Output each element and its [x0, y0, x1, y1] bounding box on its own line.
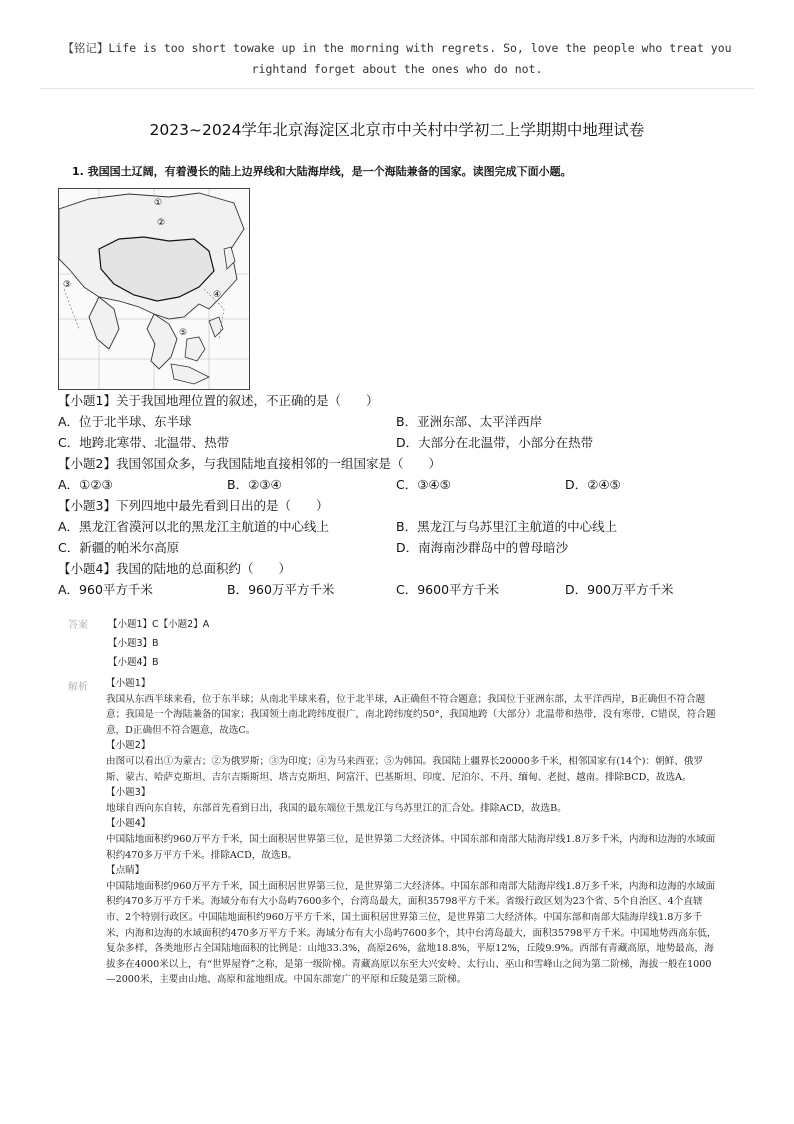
motto-header — [40, 38, 754, 80]
subquestion-4-option-a: A．960平方千米 — [58, 582, 153, 597]
answer-line-2: 【小题3】B — [108, 638, 159, 649]
map-drawing — [59, 189, 249, 389]
map-label-5: ⑤ — [179, 328, 188, 338]
explanation-text-tip: 中国陆地面积约960万平方千米，国土面积居世界第三位，是世界第二大经济体。中国东部和南部大陆海岸线1.8万多千米，内海和边海的水域面积约470多万平方千米。海域分布有大小岛屿7600多个，台湾岛最大，面积35798平方千米。省级行政区划为23个省、5个自治区、4个直辖市、2个特别行政区。中国陆地面积约960万平方千米，国土面积居世界第三位，是世界第二大经济体。中国东部和南部大陆海岸线1.8万多千米，内海和边海的水域面积约470多万平方千米。海域分布有大小岛屿7600多个，其中台湾岛最大，面积35798平方千米。中国地势西高东低，复杂多样，各类地形占全国陆地面积的比例是：山地33.3%，高原26%，盆地18.8%，平原12%，丘陵9.9%。西部有青藏高原，地势最高，海拔多在4000米以上，有“世界屋脊”之称，是第一级阶梯。青藏高原以东至大兴安岭、太行山、巫山和雪峰山之间为第二阶梯，海拔一般在1000—2000米，主要由山地、高原和盆地组成。中国东部宽广的平原和丘陵是第三阶梯。 — [106, 880, 717, 986]
subquestion-1: 【小题1】关于我国地理位置的叙述，不正确的是（ ） — [58, 393, 379, 408]
explanation-text-3: 地球自西向东自转，东部首先看到日出，我国的最东端位于黑龙江与乌苏里江的汇合处。排除ACD，故选B。 — [106, 802, 567, 814]
explanation-text-4: 中国陆地面积约960万平方千米，国土面积居世界第三位，是世界第二大经济体。中国东部和南部大陆海岸线1.8万多千米，内海和边海的水域面积约470多万平方千米。排除ACD，故选B。 — [106, 833, 716, 861]
subquestion-3: 【小题3】下列四地中最先看到日出的是（ ） — [58, 498, 329, 513]
explanation-heading-1: 【小题1】 — [106, 678, 151, 689]
explanation-text-1: 我国从东西半球来看，位于东半球；从南北半球来看，位于北半球，A正确但不符合题意；我国位于亚洲东部，太平洋西岸，B正确但不符合题意；我国是一个海陆兼备的国家；我国领土南北跨纬度很广，南北跨纬度约50°，我国地跨（大部分）北温带和热带，没有寒带，C错误，符合题意，D正确但不符合题意，故选C。 — [106, 693, 716, 736]
explanation-heading-2: 【小题2】 — [106, 740, 151, 752]
answer-line-1: 【小题1】C【小题2】A — [108, 619, 210, 630]
subquestion-3-option-a: A．黑龙江省漠河以北的黑龙江主航道的中心线上 — [58, 519, 330, 534]
subquestion-2: 【小题2】我国邻国众多，与我国陆地直接相邻的一组国家是（ ） — [58, 456, 441, 471]
subquestion-1-option-b: B．亚洲东部、太平洋西岸 — [396, 414, 543, 429]
subquestion-2-option-d: D．②④⑤ — [565, 477, 621, 492]
subquestion-2-option-b: B．②③④ — [227, 477, 282, 492]
explanation-heading-3: 【小题3】 — [106, 787, 151, 799]
explanation-text-2: 由图可以看出①为蒙古；②为俄罗斯；③为印度；④为马来西亚；⑤为韩国。我国陆上疆界长20000多千米，相邻国家有(14个)：朝鲜、俄罗斯、蒙古、哈萨克斯坦、吉尔吉斯斯坦、塔吉克斯坦、阿富汗、巴基斯坦、印度、尼泊尔、不丹、缅甸、老挝、越南。排除BCD，故选A。 — [106, 755, 704, 783]
subquestion-3-option-d: D．南海南沙群岛中的曾母暗沙 — [396, 540, 569, 555]
answer-line-3: 【小题4】B — [108, 657, 159, 668]
subquestion-4-option-c: C．9600平方千米 — [396, 582, 500, 597]
subquestion-3-option-c: C．新疆的帕米尔高原 — [58, 540, 180, 555]
subquestion-1-option-c: C．地跨北寒带、北温带、热带 — [58, 435, 230, 450]
answer-label: 答案 — [68, 620, 88, 631]
china-map-figure — [58, 188, 250, 390]
question-stem: 1. 我国国土辽阔，有着漫长的陆上边界线和大陆海岸线，是一个海陆兼备的国家。读图完成下面小题。 — [72, 165, 572, 178]
subquestion-3-option-b: B．黑龙江与乌苏里江主航道的中心线上 — [396, 519, 618, 534]
map-label-3: ③ — [63, 280, 72, 290]
page-title: 2023~2024学年北京海淀区北京市中关村中学初二上学期期中地理试卷 — [149, 121, 645, 139]
map-label-4: ④ — [213, 290, 222, 300]
subquestion-4-option-b: B．960万平方千米 — [227, 582, 335, 597]
map-label-1: ① — [154, 198, 163, 208]
motto-line-1: 【铭记】Life is too short towake up in the morning with regrets. So, love the people who treat you — [62, 41, 732, 55]
subquestion-2-option-c: C．③④⑤ — [396, 477, 451, 492]
subquestion-2-option-a: A．①②③ — [58, 477, 113, 492]
explanation-body — [106, 676, 718, 988]
explanation-heading-4: 【小题4】 — [106, 818, 151, 830]
subquestion-4: 【小题4】我国的陆地的总面积约（ ） — [58, 561, 291, 576]
subquestion-1-option-d: D．大部分在北温带，小部分在热带 — [396, 435, 594, 450]
subquestion-1-option-a: A．位于北半球、东半球 — [58, 414, 192, 429]
explanation-label: 解析 — [68, 682, 88, 693]
explanation-heading-tip: 【点睛】 — [106, 865, 145, 877]
motto-line-2: rightand forget about the ones who do not. — [251, 62, 543, 76]
map-label-2: ② — [157, 218, 166, 228]
header-divider — [40, 88, 754, 89]
subquestion-4-option-d: D．900万平方千米 — [565, 582, 674, 597]
